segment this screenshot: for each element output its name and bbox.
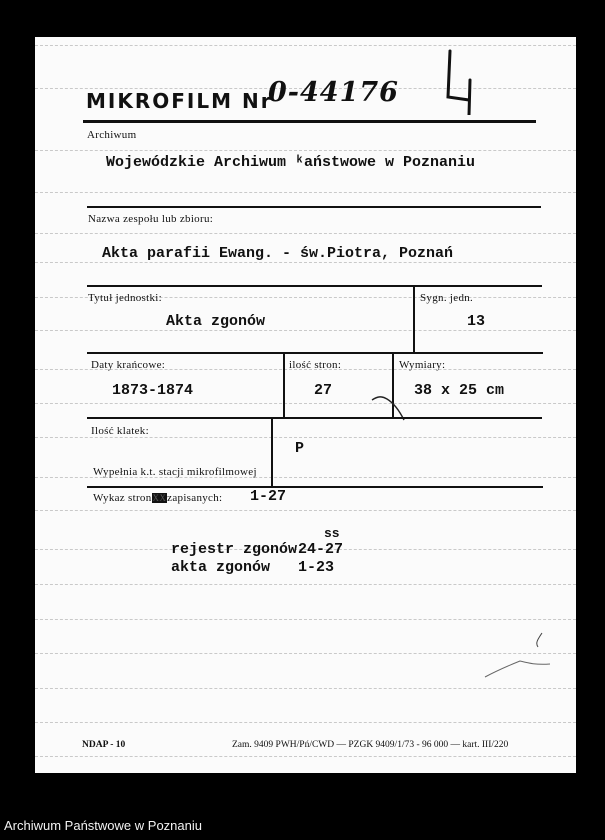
unit-title-label: Tytuł jednostki: [88, 292, 163, 304]
archive-label: Archiwum [87, 129, 137, 141]
frames-value: P [295, 440, 305, 457]
divider [87, 206, 541, 208]
dates-value: 1873-1874 [112, 382, 194, 399]
written-pages-label [93, 492, 222, 504]
scan-line [35, 722, 576, 723]
pages-value: 27 [314, 382, 333, 399]
written-pages-value: 1-27 [250, 488, 287, 505]
contents-row-name: akta zgonów [171, 559, 271, 576]
frames-note: Wypełnia k.t. stacji mikrofilmowej [93, 466, 257, 478]
print-info: Zam. 9409 PWH/Pń/CWD — PZGK 9409/1/73 - 96 000 — kart. III/220 [232, 740, 509, 750]
scan-line [35, 756, 576, 757]
scan-line [35, 688, 576, 689]
scan-line [35, 330, 576, 331]
column-divider [413, 287, 415, 352]
film-number: 0-44176 [268, 77, 399, 108]
scan-line [35, 619, 576, 620]
scan-line [35, 192, 576, 193]
archive-caption: Archiwum Państwowe w Poznaniu [4, 818, 202, 833]
signature-label: Sygn. jedn. [420, 292, 474, 304]
form-code: NDAP - 10 [82, 740, 126, 750]
pages-label: ilość stron: [289, 359, 342, 371]
archive-value: Wojewódzkie Archiwum ᵏaństwowe w Poznaniu [106, 154, 476, 171]
reel-mark-handwritten [445, 45, 473, 115]
scan-line [35, 233, 576, 234]
dimensions-label: Wymiary: [399, 359, 446, 371]
divider [87, 417, 542, 419]
scan-line [35, 584, 576, 585]
divider [87, 486, 543, 488]
scan-line [35, 262, 576, 263]
written-pages-label-suffix: zapisanych: [167, 492, 223, 504]
dimensions-value: 38 x 25 cm [414, 382, 505, 399]
dates-label: Daty krańcowe: [91, 359, 166, 371]
collection-label: Nazwa zespołu lub zbioru: [88, 213, 214, 225]
unit-title-value: Akta zgonów [166, 313, 266, 330]
scan-line [35, 150, 576, 151]
scan-line [35, 437, 576, 438]
signature-value: 13 [467, 313, 486, 330]
column-divider [283, 353, 285, 417]
scan-line [35, 45, 576, 46]
divider [87, 285, 542, 287]
contents-annotation: ss [324, 526, 340, 541]
scan-line [35, 403, 576, 404]
card-title: MIKROFILM Nr [86, 89, 273, 113]
frames-label: Ilość klatek: [91, 425, 149, 437]
divider [87, 352, 543, 354]
column-divider [271, 418, 273, 486]
collection-value: Akta parafii Ewang. - św.Piotra, Poznań [102, 245, 454, 262]
written-pages-label-struck: XX [152, 493, 167, 503]
contents-row-name: rejestr zgonów [171, 541, 298, 558]
scan-line [35, 510, 576, 511]
contents-row-range: 1-23 [298, 559, 335, 576]
divider [83, 120, 536, 123]
microfilm-index-card [35, 37, 576, 773]
pen-mark [480, 629, 560, 679]
written-pages-label-prefix: Wykaz stron [93, 492, 152, 504]
contents-row-range: 24-27 [298, 541, 344, 558]
